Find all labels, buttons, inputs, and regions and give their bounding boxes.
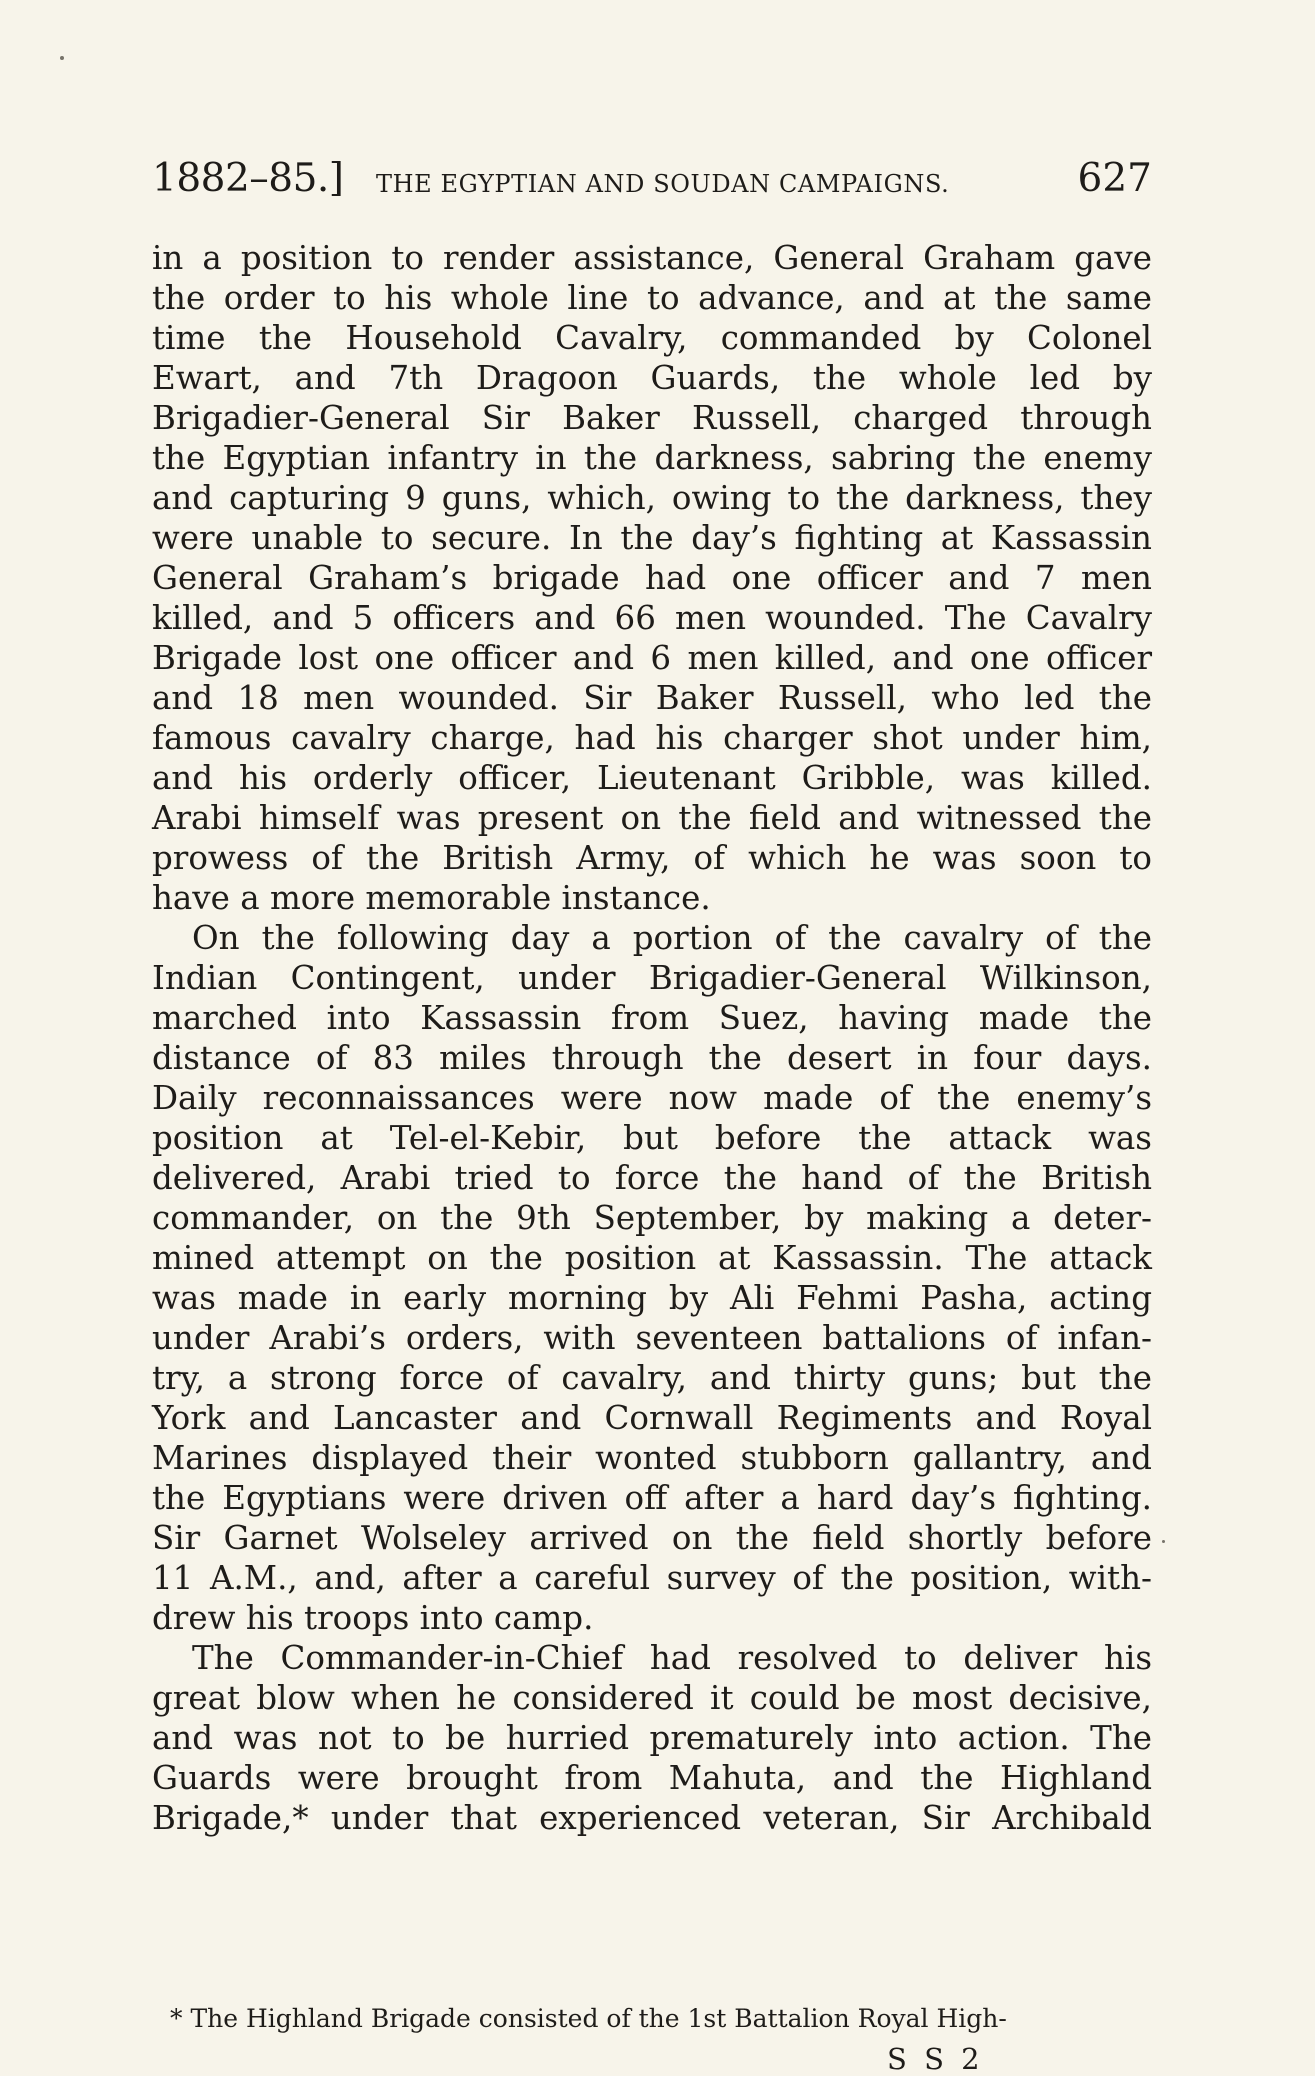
text-line: the Egyptians were driven off after a hard day’s fighting. [152, 1479, 1152, 1517]
text-line: time the Household Cavalry, commanded by Colonel [152, 319, 1152, 357]
text-line: Brigadier-General Sir Baker Russell, charged through [152, 399, 1152, 437]
text-line: killed, and 5 officers and 66 men wounded. The Cavalry [152, 599, 1152, 637]
text-line: the order to his whole line to advance, and at the same [152, 279, 1152, 317]
header-title: THE EGYPTIAN AND SOUDAN CAMPAIGNS. [376, 170, 950, 198]
text-line: and his orderly officer, Lieutenant Gribble, was killed. [152, 759, 1152, 797]
text-line: and capturing 9 guns, which, owing to the darkness, they [152, 479, 1152, 517]
text-line: Guards were brought from Mahuta, and the Highland [152, 1759, 1152, 1797]
book-page [152, 0, 1152, 2076]
paragraph-start-line: On the following day a portion of the cavalry of the [192, 919, 1152, 957]
running-header [152, 150, 1152, 210]
text-line: under Arabi’s orders, with seventeen battalions of infan- [152, 1319, 1152, 1357]
text-line: Brigade,* under that experienced veteran, Sir Archibald [152, 1799, 1152, 1837]
text-line: Marines displayed their wonted stubborn gallantry, and [152, 1439, 1152, 1477]
text-line: distance of 83 miles through the desert in four days. [152, 1039, 1152, 1077]
text-line: York and Lancaster and Cornwall Regiments and Royal [152, 1399, 1152, 1437]
text-line: delivered, Arabi tried to force the hand of the British [152, 1159, 1152, 1197]
text-line: Indian Contingent, under Brigadier-General Wilkinson, [152, 959, 1152, 997]
header-years: 1882–85.] [152, 156, 344, 201]
text-line: in a position to render assistance, General Graham gave [152, 239, 1152, 277]
print-speck [1162, 1540, 1165, 1543]
text-line: position at Tel-el-Kebir, but before the attack was [152, 1119, 1152, 1157]
body-text [152, 238, 1152, 1838]
text-line: Brigade lost one officer and 6 men killed, and one officer [152, 639, 1152, 677]
text-line: 11 A.M., and, after a careful survey of the position, with- [152, 1559, 1152, 1597]
text-line: the Egyptian infantry in the darkness, sabring the enemy [152, 439, 1152, 477]
text-line: Daily reconnaissances were now made of the enemy’s [152, 1079, 1152, 1117]
text-line: Sir Garnet Wolseley arrived on the field shortly before [152, 1519, 1152, 1557]
text-line: commander, on the 9th September, by making a deter- [152, 1199, 1152, 1237]
text-line: were unable to secure. In the day’s fighting at Kassassin [152, 519, 1152, 557]
text-line: marched into Kassassin from Suez, having made the [152, 999, 1152, 1037]
paragraph-start-line: The Commander-in-Chief had resolved to deliver his [192, 1639, 1152, 1677]
text-line: try, a strong force of cavalry, and thirty guns; but the [152, 1359, 1152, 1397]
text-line: mined attempt on the position at Kassassin. The attack [152, 1239, 1152, 1277]
text-line: famous cavalry charge, had his charger shot under him, [152, 719, 1152, 757]
text-line: General Graham’s brigade had one officer and 7 men [152, 559, 1152, 597]
paragraph-end-line: drew his troops into camp. [152, 1599, 594, 1637]
print-speck [60, 56, 64, 60]
text-line: Ewart, and 7th Dragoon Guards, the whole led by [152, 359, 1152, 397]
text-line: prowess of the British Army, of which he was soon to [152, 839, 1152, 877]
page-number: 627 [1077, 156, 1152, 201]
text-line: Arabi himself was present on the field and witnessed the [152, 799, 1152, 837]
signature-mark: S S 2 [887, 2042, 984, 2076]
footnote: * The Highland Brigade consisted of the 1st Battalion Royal High- [170, 2004, 1007, 2033]
text-line: and 18 men wounded. Sir Baker Russell, who led the [152, 679, 1152, 717]
text-line: was made in early morning by Ali Fehmi Pasha, acting [152, 1279, 1152, 1317]
text-line: and was not to be hurried prematurely into action. The [152, 1719, 1152, 1757]
text-line: great blow when he considered it could be most decisive, [152, 1679, 1152, 1717]
paragraph-end-line: have a more memorable instance. [152, 879, 711, 917]
